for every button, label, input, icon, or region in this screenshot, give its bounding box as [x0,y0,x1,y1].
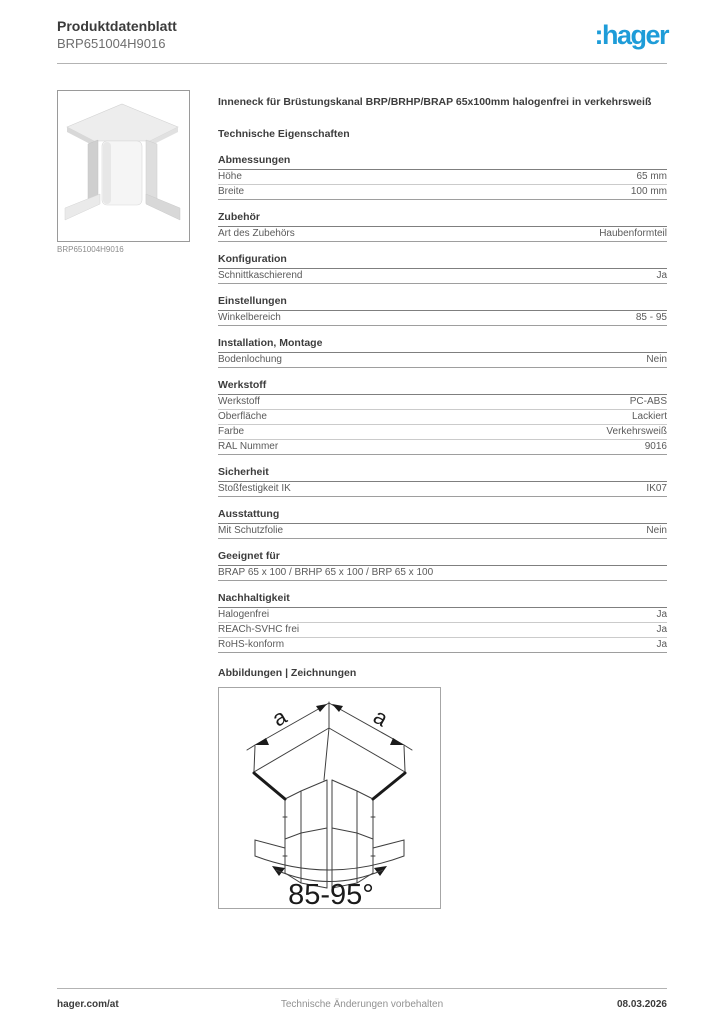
product-photo-render [58,91,187,239]
spec-label: Schnittkaschierend [218,270,303,282]
footer-disclaimer: Technische Änderungen vorbehalten [280,999,444,1010]
page-title: Produktdatenblatt [57,18,177,34]
section-abmessungen [218,154,667,200]
section-heading: Ausstattung [218,508,667,524]
tech-properties-heading: Technische Eigenschaften [218,128,350,141]
spec-value: Ja [656,609,667,621]
dimension-label-a-left: a [267,703,291,732]
section-sicherheit [218,466,667,497]
spec-value: 9016 [644,441,667,453]
spec-value: Lackiert [631,411,667,423]
spec-row [218,440,667,455]
section-geeignet-fuer [218,550,667,581]
spec-row [218,638,667,653]
spec-label: Winkelbereich [218,312,281,324]
spec-row [218,227,667,242]
spec-value: Ja [656,639,667,651]
spec-row [218,566,667,581]
spec-row [218,425,667,440]
section-heading: Abmessungen [218,154,667,170]
technical-drawing-svg [219,688,440,908]
spec-label: Bodenlochung [218,354,282,366]
spec-label: Werkstoff [218,396,260,408]
spec-label: Stoßfestigkeit IK [218,483,291,495]
spec-value: Haubenformteil [599,228,667,240]
product-image-caption: BRP651004H9016 [57,245,124,254]
drawings-heading: Abbildungen | Zeichnungen [218,667,357,680]
section-heading: Geeignet für [218,550,667,566]
spec-label: Breite [218,186,245,198]
product-image [57,90,190,242]
header-divider [57,63,667,64]
spec-label: BRAP 65 x 100 / BRHP 65 x 100 / BRP 65 x 100 [218,567,434,579]
hager-logo: :hager [594,20,668,50]
section-heading: Einstellungen [218,295,667,311]
spec-row [218,311,667,326]
section-einstellungen [218,295,667,326]
spec-label: Oberfläche [218,411,267,423]
section-werkstoff [218,379,667,455]
section-heading: Werkstoff [218,379,667,395]
spec-row [218,410,667,425]
content-column [218,90,667,909]
spec-row [218,269,667,284]
spec-row [218,608,667,623]
spec-value: 85 - 95 [635,312,667,324]
spec-value: 65 mm [636,171,667,183]
angle-range-label: 85-95° [288,879,374,909]
section-heading: Installation, Montage [218,337,667,353]
spec-row [218,395,667,410]
technical-drawing [218,687,441,909]
spec-row [218,185,667,200]
section-nachhaltigkeit [218,592,667,653]
footer-divider [57,988,667,989]
spec-row [218,482,667,497]
product-title: Inneneck für Brüstungskanal BRP/BRHP/BRAP 65x100mm halogenfrei in verkehrsweiß [218,96,652,108]
section-heading: Konfiguration [218,253,667,269]
spec-sections [218,154,667,653]
spec-value: IK07 [646,483,667,495]
section-ausstattung [218,508,667,539]
spec-row [218,353,667,368]
footer-website-link[interactable]: hager.com/at [57,999,119,1010]
spec-label: Halogenfrei [218,609,270,621]
spec-value: Nein [646,525,667,537]
spec-label: Mit Schutzfolie [218,525,284,537]
spec-value: 100 mm [630,186,667,198]
spec-label: Höhe [218,171,242,183]
spec-value: Ja [656,624,667,636]
section-zubehoer [218,211,667,242]
spec-label: REACh-SVHC frei [218,624,300,636]
spec-row [218,623,667,638]
spec-label: Farbe [218,426,245,438]
spec-value: Ja [656,270,667,282]
dimension-label-a-right: a [369,703,393,732]
section-heading: Nachhaltigkeit [218,592,667,608]
header-product-code: BRP651004H9016 [57,36,166,51]
spec-value: PC-ABS [629,396,667,408]
spec-label: RoHS-konform [218,639,285,651]
section-heading: Sicherheit [218,466,667,482]
spec-value: Nein [646,354,667,366]
section-heading: Zubehör [218,211,667,227]
spec-row [218,524,667,539]
footer-date: 08.03.2026 [616,999,667,1010]
section-konfiguration [218,253,667,284]
section-installation [218,337,667,368]
spec-value: Verkehrsweiß [606,426,667,438]
spec-label: Art des Zubehörs [218,228,295,240]
spec-label: RAL Nummer [218,441,279,453]
spec-row [218,170,667,185]
